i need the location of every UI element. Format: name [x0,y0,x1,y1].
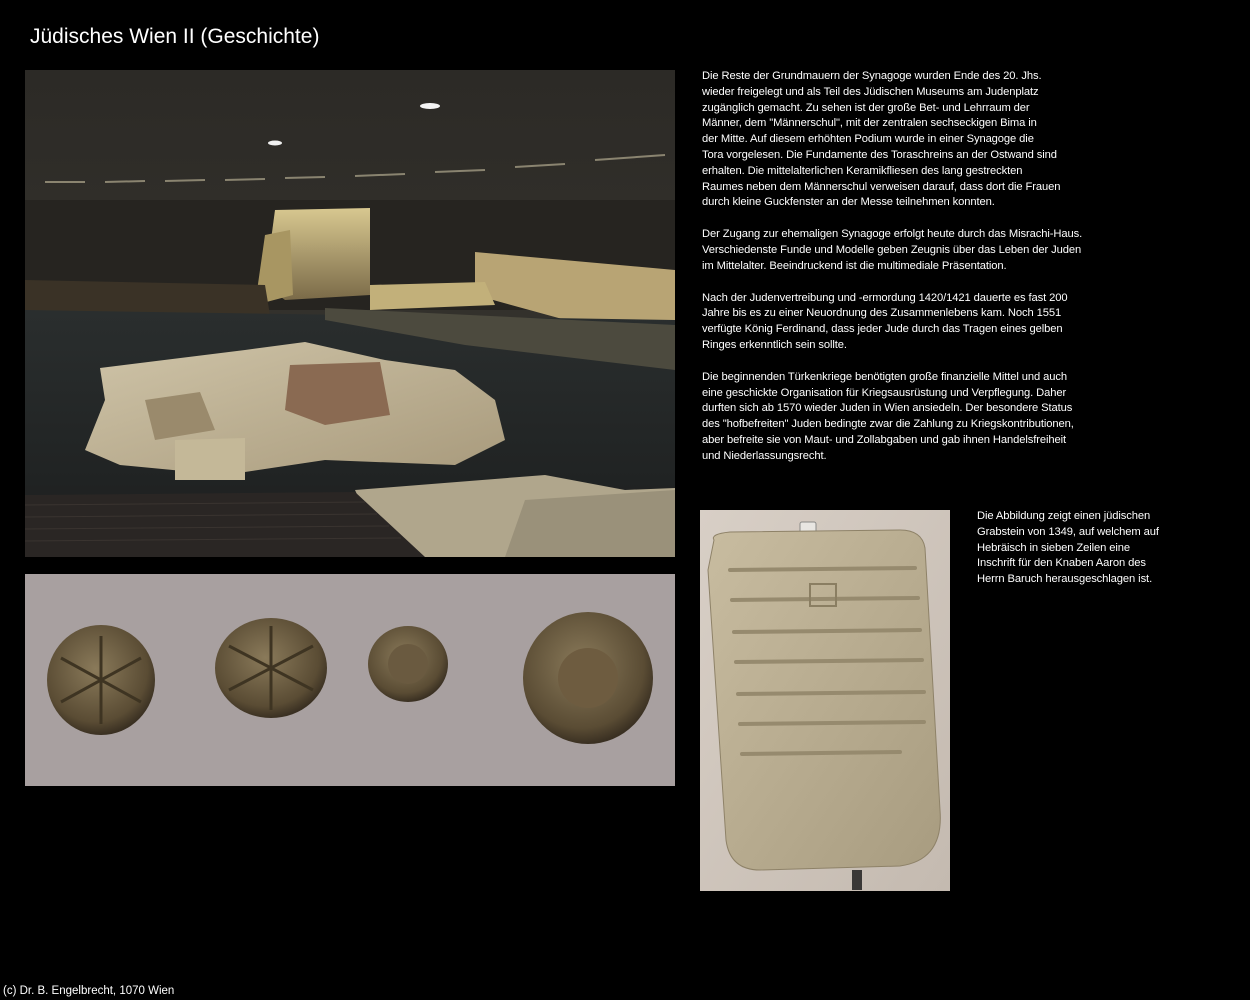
text-line: durften sich ab 1570 wieder Juden in Wien ansiedeln. Der besondere Status [702,402,1073,415]
text-line: Jahre bis es zu einer Neuordnung des Zusammenlebens kam. Noch 1551 [702,307,1062,320]
text-line: eine geschickte Organisation für Kriegsausrüstung und Verpflegung. Daher [702,386,1067,399]
text-line: Nach der Judenvertreibung und -ermordung 1420/1421 dauerte es fast 200 [702,291,1068,304]
text-line: Die Reste der Grundmauern der Synagoge wurden Ende des 20. Jhs. [702,70,1042,82]
ceramic-tiles-photo [25,574,675,786]
paragraph-access [702,227,1142,274]
text-line: Der Zugang zur ehemaligen Synagoge erfolgt heute durch das Misrachi-Haus. [702,228,1083,241]
paragraph-synagogue [702,69,1142,211]
text-line: Männer, dem "Männerschul", mit der zentralen sechseckigen Bima in [702,117,1037,130]
text-line: durch kleine Guckfenster an der Messe teilnehmen konnten. [702,196,995,209]
text-line: verfügte König Ferdinand, dass jeder Jude durch das Tragen eines gelben [702,323,1063,336]
text-line: zugänglich gemacht. Zu sehen ist der große Bet- und Lehrraum der [702,101,1030,114]
caption-line: Grabstein von 1349, auf welchem auf [977,525,1159,538]
synagogue-ruins-photo [25,70,675,557]
page-title: Jüdisches Wien II (Geschichte) [30,25,320,48]
text-line: aber befreite sie von Maut- und Zollabgaben und gab ihnen Handelsfreiheit [702,433,1067,446]
caption-line: Hebräisch in sieben Zeilen eine [977,541,1130,554]
text-line: Raumes neben dem Männerschul verweisen darauf, dass dort die Frauen [702,180,1061,193]
copyright-footer: (c) Dr. B. Engelbrecht, 1070 Wien [3,985,175,997]
text-line: und Niederlassungsrecht. [702,449,827,462]
text-line: im Mittelalter. Beeindruckend ist die multimediale Präsentation. [702,259,1007,272]
text-line: Tora vorgelesen. Die Fundamente des Toraschreins an der Ostwand sind [702,148,1057,161]
text-line: des "hofbefreiten" Juden bedingte zwar die Zahlung zu Kriegskontributionen, [702,418,1074,431]
text-line: Verschiedenste Funde und Modelle geben Zeugnis über das Leben der Juden [702,243,1082,256]
text-line: wieder freigelegt und als Teil des Jüdischen Museums am Judenplatz [702,85,1039,98]
history-text [702,69,1142,481]
caption-line: Die Abbildung zeigt einen jüdischen [977,510,1151,522]
gravestone-caption [977,509,1207,588]
caption-line: Inschrift für den Knaben Aaron des [977,557,1146,570]
text-line: Die beginnenden Türkenkriege benötigten große finanzielle Mittel und auch [702,370,1068,383]
gravestone-photo [700,510,950,891]
text-line: erhalten. Die mittelalterlichen Keramikfliesen des lang gestreckten [702,164,1023,177]
paragraph-expulsion [702,291,1142,354]
text-line: der Mitte. Auf diesem erhöhten Podium wurde in einer Synagoge die [702,133,1034,146]
paragraph-resettlement [702,370,1142,465]
text-line: Ringes erkenntlich sein sollte. [702,338,847,351]
caption-line: Herrn Baruch herausgeschlagen ist. [977,573,1153,586]
